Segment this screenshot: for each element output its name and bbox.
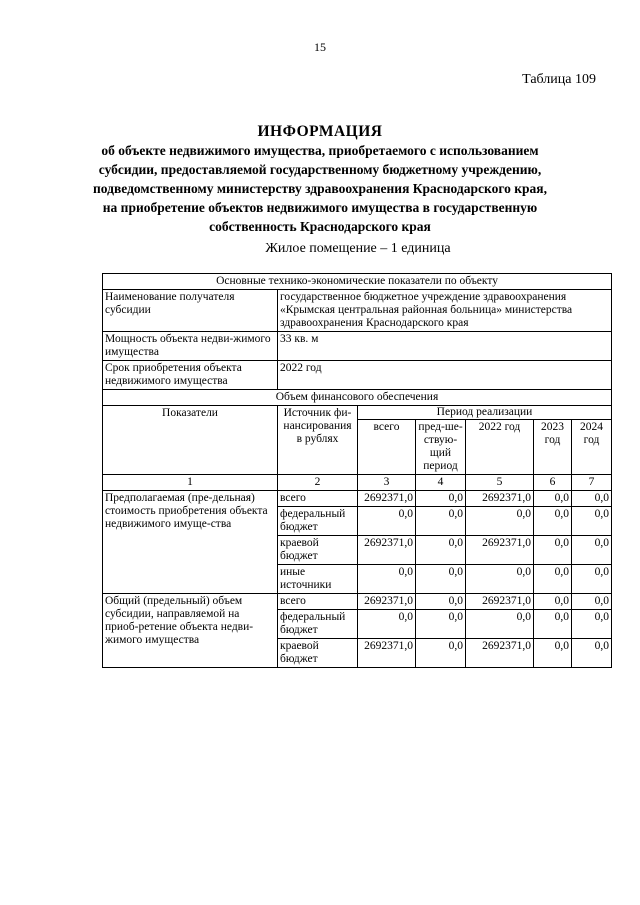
value-cell: 2692371,0 [358, 594, 416, 610]
col-header-total: всего [358, 420, 416, 475]
value-cell: 0,0 [534, 565, 572, 594]
term-value: 2022 год [278, 361, 612, 390]
col-number: 7 [572, 475, 612, 491]
value-cell: 0,0 [534, 594, 572, 610]
value-cell: 0,0 [534, 610, 572, 639]
section-finance-header: Объем финансового обеспечения [103, 390, 612, 406]
heading-line: подведомственному министерству здравоохранения Краснодарского края, [93, 181, 547, 196]
col-header-prev: пред-ше-ствую-щий период [416, 420, 466, 475]
column-number-row [103, 475, 612, 491]
value-cell: 0,0 [534, 639, 572, 668]
col-header-period: Период реализации [358, 406, 612, 420]
value-cell: 0,0 [416, 491, 466, 507]
value-cell: 0,0 [572, 536, 612, 565]
heading-line: об объекте недвижимого имущества, приобретаемого с использованием [101, 143, 539, 158]
source-cell: всего [278, 491, 358, 507]
value-cell: 0,0 [534, 536, 572, 565]
col-number: 5 [466, 475, 534, 491]
table-row [103, 594, 612, 610]
value-cell: 0,0 [572, 594, 612, 610]
value-cell: 0,0 [572, 610, 612, 639]
col-header-indicators: Показатели [103, 406, 278, 475]
col-number: 3 [358, 475, 416, 491]
value-cell: 0,0 [572, 491, 612, 507]
value-cell: 0,0 [572, 565, 612, 594]
subtitle: Жилое помещение – 1 единица [265, 241, 451, 256]
source-cell: краевой бюджет [278, 639, 358, 668]
value-cell: 0,0 [416, 536, 466, 565]
capacity-value: 33 кв. м [278, 332, 612, 361]
capacity-label: Мощность объекта недви-жимого имущества [103, 332, 278, 361]
value-cell: 0,0 [572, 507, 612, 536]
value-cell: 0,0 [466, 507, 534, 536]
heading-line: субсидии, предоставляемой государственному бюджетному учреждению, [98, 162, 542, 177]
recipient-value: государственное бюджетное учреждение здравоохранения «Крымская центральная районная больница» министерства здравоохранения Краснодарского края [278, 290, 612, 332]
value-cell: 0,0 [466, 565, 534, 594]
col-header-source: Источник фи-нансирования в рублях [278, 406, 358, 475]
table-number: Таблица 109 [522, 72, 596, 87]
value-cell: 0,0 [358, 565, 416, 594]
group1-label: Предполагаемая (пре-дельная) стоимость приобретения объекта недвижимого имуще-ства [103, 491, 278, 594]
value-cell: 2692371,0 [466, 639, 534, 668]
value-cell: 0,0 [416, 639, 466, 668]
value-cell: 0,0 [358, 507, 416, 536]
value-cell: 2692371,0 [466, 491, 534, 507]
group2-label: Общий (предельный) объем субсидии, направляемой на приоб-ретение объекта недви-жимого имущества [103, 594, 278, 668]
term-label: Срок приобретения объекта недвижимого имущества [103, 361, 278, 390]
heading-title: ИНФОРМАЦИЯ [257, 123, 383, 140]
value-cell: 0,0 [358, 610, 416, 639]
source-cell: краевой бюджет [278, 536, 358, 565]
col-header-2024: 2024 год [572, 420, 612, 475]
value-cell: 0,0 [416, 610, 466, 639]
section-main-header: Основные технико-экономические показатели по объекту [103, 274, 612, 290]
value-cell: 0,0 [534, 491, 572, 507]
source-cell: иные источники [278, 565, 358, 594]
col-number: 4 [416, 475, 466, 491]
value-cell: 0,0 [466, 610, 534, 639]
col-number: 6 [534, 475, 572, 491]
heading-line: на приобретение объектов недвижимого имущества в государственную [102, 200, 538, 215]
document-heading [60, 122, 580, 236]
value-cell: 2692371,0 [466, 594, 534, 610]
table-row [103, 491, 612, 507]
col-number: 1 [103, 475, 278, 491]
value-cell: 0,0 [416, 594, 466, 610]
value-cell: 2692371,0 [358, 491, 416, 507]
source-cell: всего [278, 594, 358, 610]
recipient-label: Наименование получателя субсидии [103, 290, 278, 332]
value-cell: 2692371,0 [358, 536, 416, 565]
value-cell: 0,0 [572, 639, 612, 668]
page-number: 15 [314, 40, 326, 54]
value-cell: 0,0 [534, 507, 572, 536]
col-header-2022: 2022 год [466, 420, 534, 475]
info-table [102, 273, 612, 668]
col-number: 2 [278, 475, 358, 491]
value-cell: 0,0 [416, 565, 466, 594]
source-cell: федеральный бюджет [278, 610, 358, 639]
value-cell: 2692371,0 [466, 536, 534, 565]
value-cell: 0,0 [416, 507, 466, 536]
heading-line: собственность Краснодарского края [209, 219, 431, 234]
col-header-2023: 2023 год [534, 420, 572, 475]
value-cell: 2692371,0 [358, 639, 416, 668]
source-cell: федеральный бюджет [278, 507, 358, 536]
